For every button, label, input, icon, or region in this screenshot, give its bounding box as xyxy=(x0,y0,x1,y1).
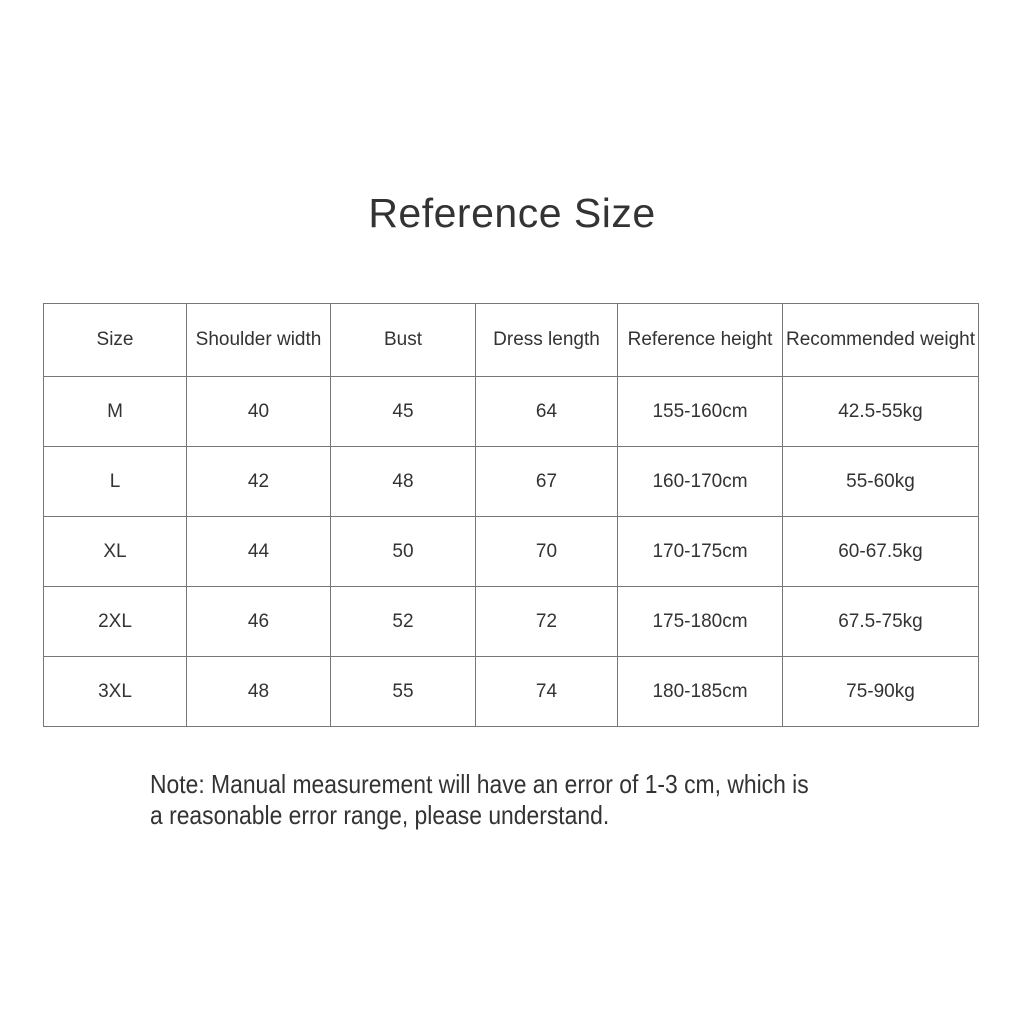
column-header-bust: Bust xyxy=(331,304,476,377)
page-title: Reference Size xyxy=(368,190,656,236)
column-header-dress-length: Dress length xyxy=(476,304,618,377)
column-header-recommended-weight: Recommended weight xyxy=(783,304,979,377)
bust-cell: 55 xyxy=(331,657,476,727)
dress-length-cell: 67 xyxy=(476,447,618,517)
table-row-3xl xyxy=(44,657,979,727)
reference-height-cell: 160-170cm xyxy=(618,447,783,517)
recommended-weight-cell: 55-60kg xyxy=(783,447,979,517)
column-header-reference-height: Reference height xyxy=(618,304,783,377)
table-row-xl xyxy=(44,517,979,587)
dress-length-cell: 64 xyxy=(476,377,618,447)
reference-height-cell: 155-160cm xyxy=(618,377,783,447)
reference-height-cell: 170-175cm xyxy=(618,517,783,587)
size-cell: 3XL xyxy=(44,657,187,727)
recommended-weight-cell: 60-67.5kg xyxy=(783,517,979,587)
bust-cell: 52 xyxy=(331,587,476,657)
shoulder-width-cell: 40 xyxy=(187,377,331,447)
table-row-m xyxy=(44,377,979,447)
reference-height-cell: 175-180cm xyxy=(618,587,783,657)
measurement-note xyxy=(150,769,907,831)
dress-length-cell: 70 xyxy=(476,517,618,587)
note-line-2: a reasonable error range, please understand. xyxy=(150,800,610,830)
size-cell: L xyxy=(44,447,187,517)
recommended-weight-cell: 67.5-75kg xyxy=(783,587,979,657)
recommended-weight-cell: 75-90kg xyxy=(783,657,979,727)
bust-cell: 45 xyxy=(331,377,476,447)
bust-cell: 48 xyxy=(331,447,476,517)
bust-cell: 50 xyxy=(331,517,476,587)
size-cell: XL xyxy=(44,517,187,587)
reference-height-cell: 180-185cm xyxy=(618,657,783,727)
table-header-row xyxy=(44,304,979,377)
dress-length-cell: 74 xyxy=(476,657,618,727)
shoulder-width-cell: 46 xyxy=(187,587,331,657)
shoulder-width-cell: 42 xyxy=(187,447,331,517)
shoulder-width-cell: 48 xyxy=(187,657,331,727)
recommended-weight-cell: 42.5-55kg xyxy=(783,377,979,447)
shoulder-width-cell: 44 xyxy=(187,517,331,587)
column-header-shoulder-width: Shoulder width xyxy=(187,304,331,377)
size-table xyxy=(43,303,979,727)
size-cell: M xyxy=(44,377,187,447)
table-row-2xl xyxy=(44,587,979,657)
dress-length-cell: 72 xyxy=(476,587,618,657)
column-header-size: Size xyxy=(44,304,187,377)
note-line-1: Note: Manual measurement will have an error of 1-3 cm, which is xyxy=(150,769,809,799)
size-cell: 2XL xyxy=(44,587,187,657)
table-row-l xyxy=(44,447,979,517)
